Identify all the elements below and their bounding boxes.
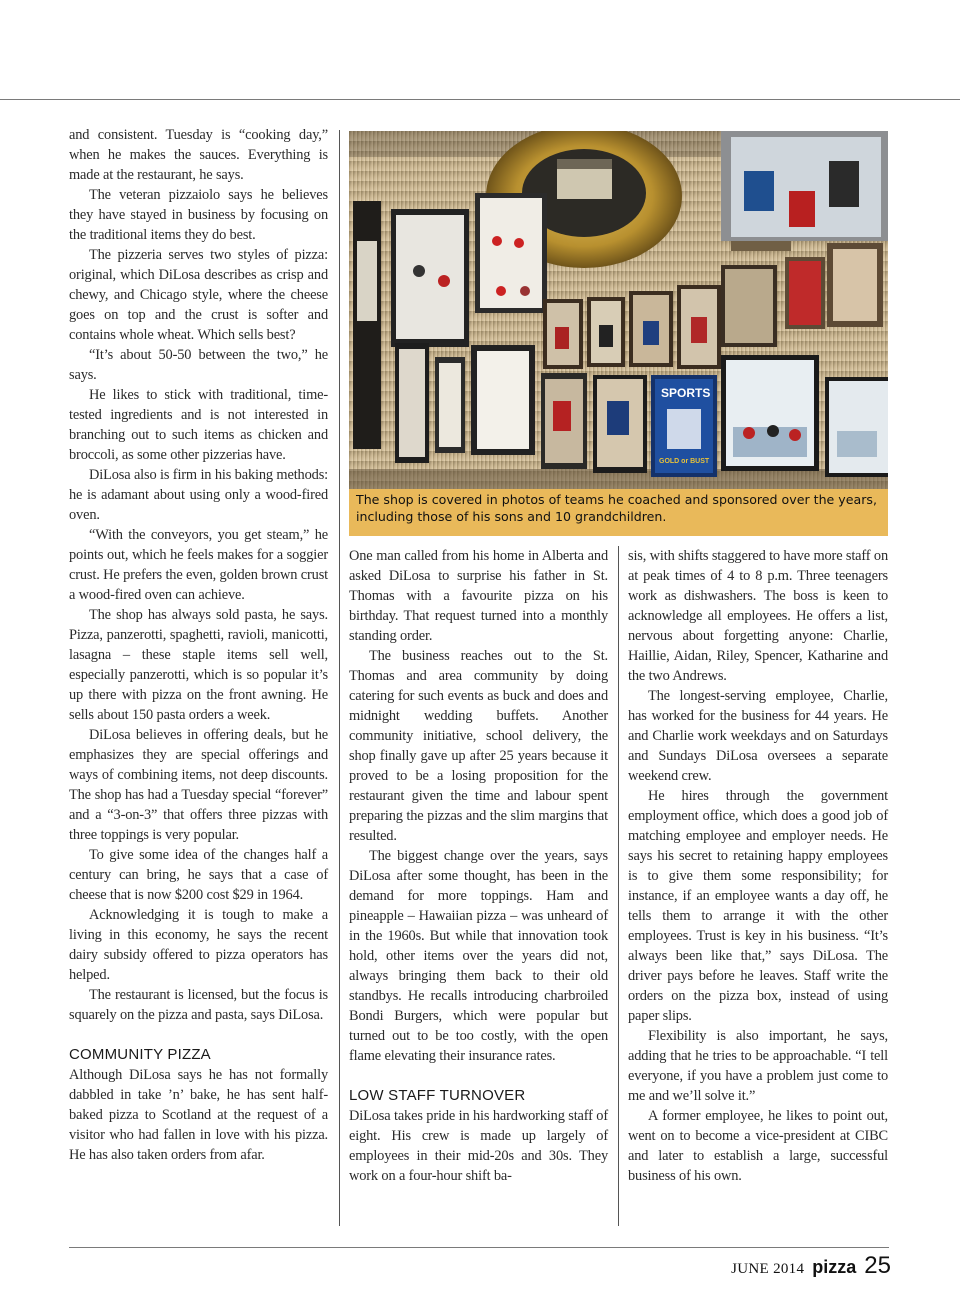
bottom-rule (69, 1247, 889, 1248)
paragraph: The veteran pizzaiolo says he believes they have stayed in business by focusing on the traditional items they do best. (69, 187, 328, 243)
paragraph: The longest-serving employee, Charlie, has worked for the business for 44 years. He and Charlie work weekdays and on Saturdays and Sundays DiLosa oversees a separate weekend crew. (628, 688, 888, 784)
paragraph: and consistent. Tuesday is “cooking day,” when he makes the sauces. Everything is made at the restaurant, he says. (69, 127, 328, 183)
paragraph: DiLosa believes in offering deals, but he emphasizes they are special offerings and ways of combining items, not deep discounts. The shop has had a Tuesday special “forever” and a “3-on-3” that offers three pizzas with three toppings is very popular. (69, 727, 328, 843)
subheading-community-pizza: COMMUNITY PIZZA (69, 1046, 211, 1063)
paragraph: The pizzeria serves two styles of pizza: original, which DiLosa describes as crisp and chewy, and Chicago style, where the cheese goes on top and the crust is softer and contains whole wheat. Which sells best? (69, 247, 328, 343)
subheading-low-staff-turnover: LOW STAFF TURNOVER (349, 1087, 526, 1104)
paragraph: One man called from his home in Alberta and asked DiLosa to surprise his father in St. Thomas with a favourite pizza on his birthday. That request turned into a monthly standing order. (349, 548, 608, 644)
paragraph: The shop has always sold pasta, he says. Pizza, panzerotti, spaghetti, ravioli, manicotti, lasagna – these staple items sell well, especially panzerotti, which is so popular it’s up there with pizza on the front awning. He sells about 150 pasta orders a week. (69, 607, 328, 723)
top-rule (0, 99, 960, 100)
paragraph: DiLosa takes pride in his hardworking staff of eight. His crew is made up largely of employees in their mid-20s and 30s. They work on a four-hour shift ba- (349, 1108, 608, 1184)
paragraph: Although DiLosa says he has not formally dabbled in take ’n’ bake, he has sent half-baked pizza to Scotland at the request of a visitor who had fallen in love with his pizza. He has also taken orders from afar. (69, 1067, 328, 1163)
poster-title: SPORTS (661, 386, 711, 400)
column-divider (618, 546, 619, 1226)
wall-of-team-photos-image (349, 131, 888, 489)
poster-subtitle: GOLD or BUST (659, 458, 710, 465)
paragraph: “With the conveyors, you get steam,” he points out, which he feels makes for a soggier crust. He prefers the even, golden brown crust a wood-fired oven can achieve. (69, 527, 328, 603)
magazine-name: pizza (812, 1257, 857, 1277)
paragraph: To give some idea of the changes half a century can bring, he says that a case of cheese that is now $200 cost $29 in 1964. (69, 847, 328, 903)
paragraph: The biggest change over the years, says DiLosa after some thought, has been in the demand for more toppings. Ham and pineapple – Hawaiian pizza – was unheard of in the 1960s. But while that innovation took hold, other items over the years did not, always bringing them back to their old standbys. He recalls introducing charbroiled Bondi Burgers, which were popular but turned out to be too costly, with the open flame elevating their insurance rates. (349, 848, 608, 1064)
column-divider (339, 130, 340, 1226)
page-number: 25 (864, 1252, 891, 1279)
photo-caption: The shop is covered in photos of teams he coached and sponsored over the years, including those of his sons and 10 grandchildren. (349, 489, 888, 536)
paragraph: The restaurant is licensed, but the focus is squarely on the pizza and pasta, says DiLosa. (69, 987, 328, 1023)
issue-date: JUNE 2014 (731, 1261, 805, 1277)
paragraph: The business reaches out to the St. Thomas and area community by doing catering for such events as buck and does and midnight wedding buffets. Another community initiative, school delivery, the shop finally gave up after 25 years because it proved to be a losing proposition for the restaurant given the time and labour spent preparing the pizzas and the slim margins that resulted. (349, 648, 608, 844)
paragraph: “It’s about 50-50 between the two,” he says. (69, 347, 328, 383)
article-column-3 (628, 546, 888, 1186)
paragraph: He hires through the government employment office, which does a good job of matching employee and employer needs. He says his secret to retaining happy employees is to give them some responsibility; for instance, if an employee wants a day off, he tells them to arrange it with the other employees. Trust is key in his business. “It’s always been like that,” says DiLosa. The driver pays before he leaves. Staff write the orders on the pizza box, instead of using paper slips. (628, 788, 888, 1024)
paragraph: Acknowledging it is tough to make a living in this economy, he says the recent dairy subsidy offered to pizza operators has helped. (69, 907, 328, 983)
page-footer (731, 1252, 891, 1280)
paragraph: Flexibility is also important, he says, adding that he tries to be approachable. “I tell everyone, if you have a problem just come to me and we’ll solve it.” (628, 1028, 888, 1104)
article-column-1 (69, 125, 328, 1165)
paragraph: He likes to stick with traditional, time-tested ingredients and is not interested in branching out to such items as chicken and broccoli, as some other pizzerias have. (69, 387, 328, 463)
paragraph: DiLosa also is firm in his baking methods: he is adamant about using only a wood-fired oven. (69, 467, 328, 523)
paragraph: sis, with shifts staggered to have more staff on at peak times of 4 to 8 p.m. Three teenagers work as dishwashers. The boss is keen to acknowledge all employees. He offers a list, nervous about forgetting anyone: Charlie, Haillie, Aidan, Riley, Spencer, Katharine and the two Andrews. (628, 548, 888, 684)
article-column-2 (349, 546, 608, 1186)
sports-poster (651, 375, 717, 477)
paragraph: A former employee, he likes to point out, went on to become a vice-president at CIBC and later to establish a large, successful business of his own. (628, 1108, 888, 1184)
